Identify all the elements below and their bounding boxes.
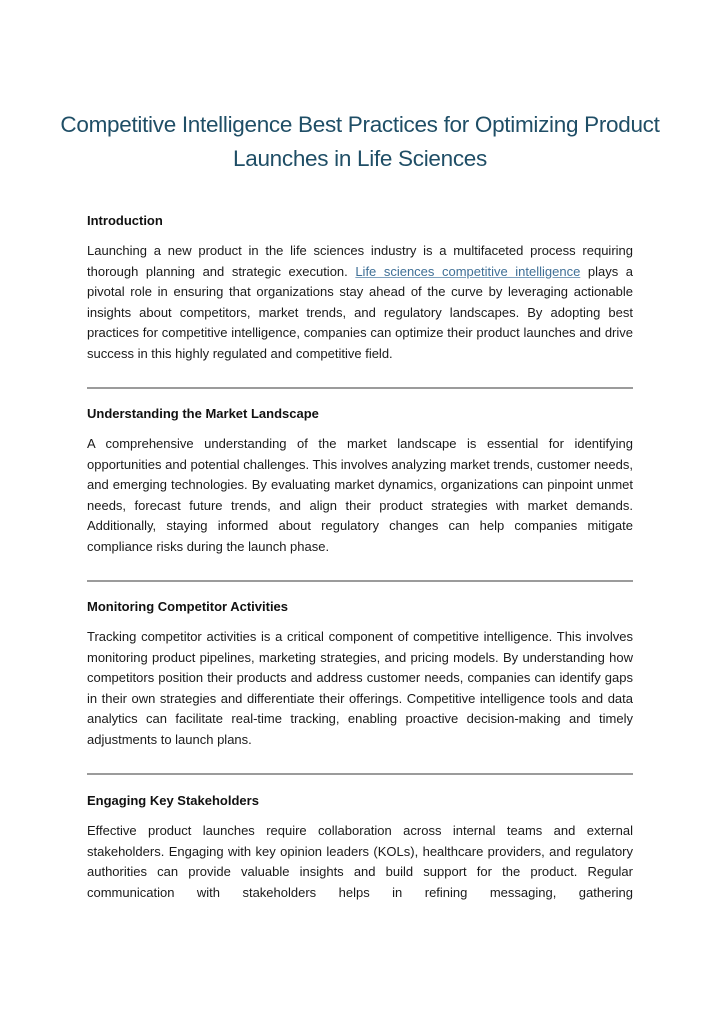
section-divider <box>87 580 633 582</box>
section-heading-introduction: Introduction <box>87 213 163 228</box>
section-body-introduction <box>87 241 633 365</box>
section-heading-market-landscape: Understanding the Market Landscape <box>87 406 319 421</box>
competitive-intelligence-link[interactable]: Life sciences competitive intelligence <box>355 263 581 279</box>
section-heading-key-stakeholders: Engaging Key Stakeholders <box>87 793 259 808</box>
section-body-competitor-activities: Tracking competitor activities is a critical component of competitive intelligence. This involves monitoring product pipelines, marketing strategies, and pricing models. By understanding how competitors position their products and address customer needs, companies can identify gaps in their own strategies and differentiate their offerings. Competitive intelligence tools and data analytics can facilitate real-time tracking, enabling proactive decision-making and timely adjustments to launch plans. <box>87 629 633 747</box>
section-body-key-stakeholders: Effective product launches require collaboration across internal teams and external stakeholders. Engaging with key opinion leaders (KOLs), healthcare providers, and regulatory authorities can provide valuable insights and build support for the product. Regular communication with stakeholders helps in refining messaging, gathering <box>87 823 633 900</box>
section-heading-competitor-activities: Monitoring Competitor Activities <box>87 599 289 614</box>
document-title: Competitive Intelligence Best Practices for Optimizing Product Launches in Life Sciences <box>60 112 660 171</box>
intro-text-after-link: plays a pivotal role in ensuring that organizations stay ahead of the curve by leveraging actionable insights about competitors, market trends, and regulatory landscapes. By adopting best practices for competitive intelligence, companies can optimize their product launches and drive success in this highly regulated and competitive field. <box>87 263 633 361</box>
section-divider <box>87 387 633 389</box>
section-divider <box>87 773 633 775</box>
intro-text-before-link: Launching a new product in the life sciences industry is a multifaceted process requiring thorough planning and strategic execution. <box>87 243 633 279</box>
section-body-market-landscape: A comprehensive understanding of the market landscape is essential for identifying opportunities and potential challenges. This involves analyzing market trends, customer needs, and emerging technologies. By evaluating market dynamics, organizations can pinpoint unmet needs, forecast future trends, and align their product strategies with market demands. Additionally, staying informed about regulatory changes can help companies mitigate compliance risks during the launch phase. <box>87 436 633 554</box>
